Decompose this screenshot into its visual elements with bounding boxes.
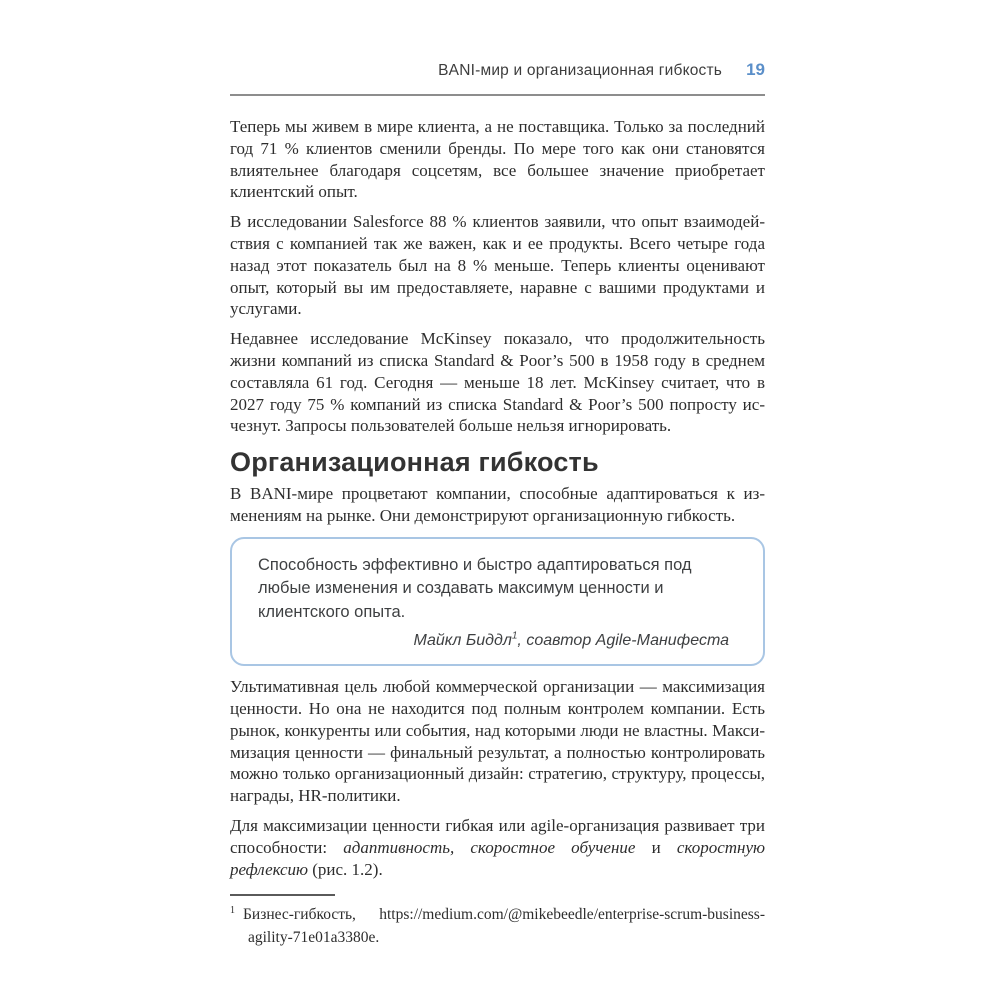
footnote-reference-mark: 1 bbox=[511, 630, 518, 642]
paragraph-value-maximization-text: Ультимативная цель любой коммерческой организации — максимизация ценности. Но она не находится под полным контролем компании. Есть рынок, конкуренты или события, над которыми люди не властны. Максимизация ценности — финальный результат, а полностью контролировать можно только организационный дизайн: стратегию, структуру, процессы, награды, HR-политики. bbox=[230, 677, 765, 806]
quote-box bbox=[230, 537, 765, 667]
paragraph-mckinsey-study: Недавнее исследование McKinsey показало, что продолжительность жизни компаний из списка Standard & Poor’s 500 в 1958 году в среднем составляла 61 год. Сегодня — меньше 18 лет. McKinsey считает, что в 2027 году 75 % компаний из списка Standard & Poor’s 500 попросту исчезнут. Запросы пользователей больше нельзя игнорировать. bbox=[230, 329, 765, 436]
page-body bbox=[230, 116, 765, 880]
three-abilities-conjunction: и bbox=[635, 837, 677, 857]
paragraph-bani-intro: В BANI-мире процветают компании, способные адаптироваться к изменениям на рынке. Они демонстрируют организационную гибкость. bbox=[230, 484, 765, 525]
paragraph-value-maximization bbox=[230, 676, 765, 807]
paragraph-salesforce-study: В исследовании Salesforce 88 % клиентов заявили, что опыт взаимодействия с компанией так же важен, как и ее продукты. Всего четыре года назад этот показатель был на 8 % меньше. Теперь клиенты оценивают опыт, который вы им предоставляете, наравне с вашими продуктами и услугами. bbox=[230, 212, 765, 319]
quote-attribution bbox=[258, 630, 729, 651]
figure-reference: (рис. 1.2). bbox=[308, 859, 383, 879]
running-title: BANI-мир и организационная гибкость bbox=[438, 62, 723, 79]
footnote bbox=[230, 903, 765, 949]
running-header bbox=[230, 60, 765, 96]
paragraph-clients-world: Теперь мы живем в мире клиента, а не поставщика. Только за последний год 71 % клиентов сменили бренды. По мере того как они становятся влиятельнее благодаря соцсетям, все большее значение приобретает клиентский опыт. bbox=[230, 117, 765, 202]
footnote-rule bbox=[230, 894, 335, 896]
quote-attribution-name: Майкл Биддл bbox=[413, 632, 512, 650]
page-number: 19 bbox=[746, 60, 765, 79]
text-column bbox=[230, 60, 765, 949]
paragraph-three-abilities bbox=[230, 815, 765, 880]
three-abilities-lead: Для максимизации ценности гибкая или agile-организация развивает три способности: bbox=[230, 816, 765, 857]
section-heading: Организационная гибкость bbox=[230, 447, 599, 478]
footnote-text: Бизнес-гибкость, https://medium.com/@mikebeedle/enterprise-scrum-business-agility-71e01a3380e. bbox=[243, 906, 765, 947]
footnote-area bbox=[230, 894, 765, 949]
ability-fast-reflection: скоростную рефлексию bbox=[230, 837, 766, 879]
ability-adaptivity-learning: адаптивность, скоростное обучение bbox=[343, 837, 636, 857]
running-header-line bbox=[230, 60, 765, 80]
quote-text: Способность эффективно и быстро адаптироваться под любые изменения и создавать максимум ценности и клиентского опыта. bbox=[258, 555, 692, 621]
quote-attribution-role: , соавтор Agile-Манифеста bbox=[517, 632, 729, 650]
footnote-mark: 1 bbox=[230, 905, 235, 917]
header-rule bbox=[230, 94, 765, 96]
